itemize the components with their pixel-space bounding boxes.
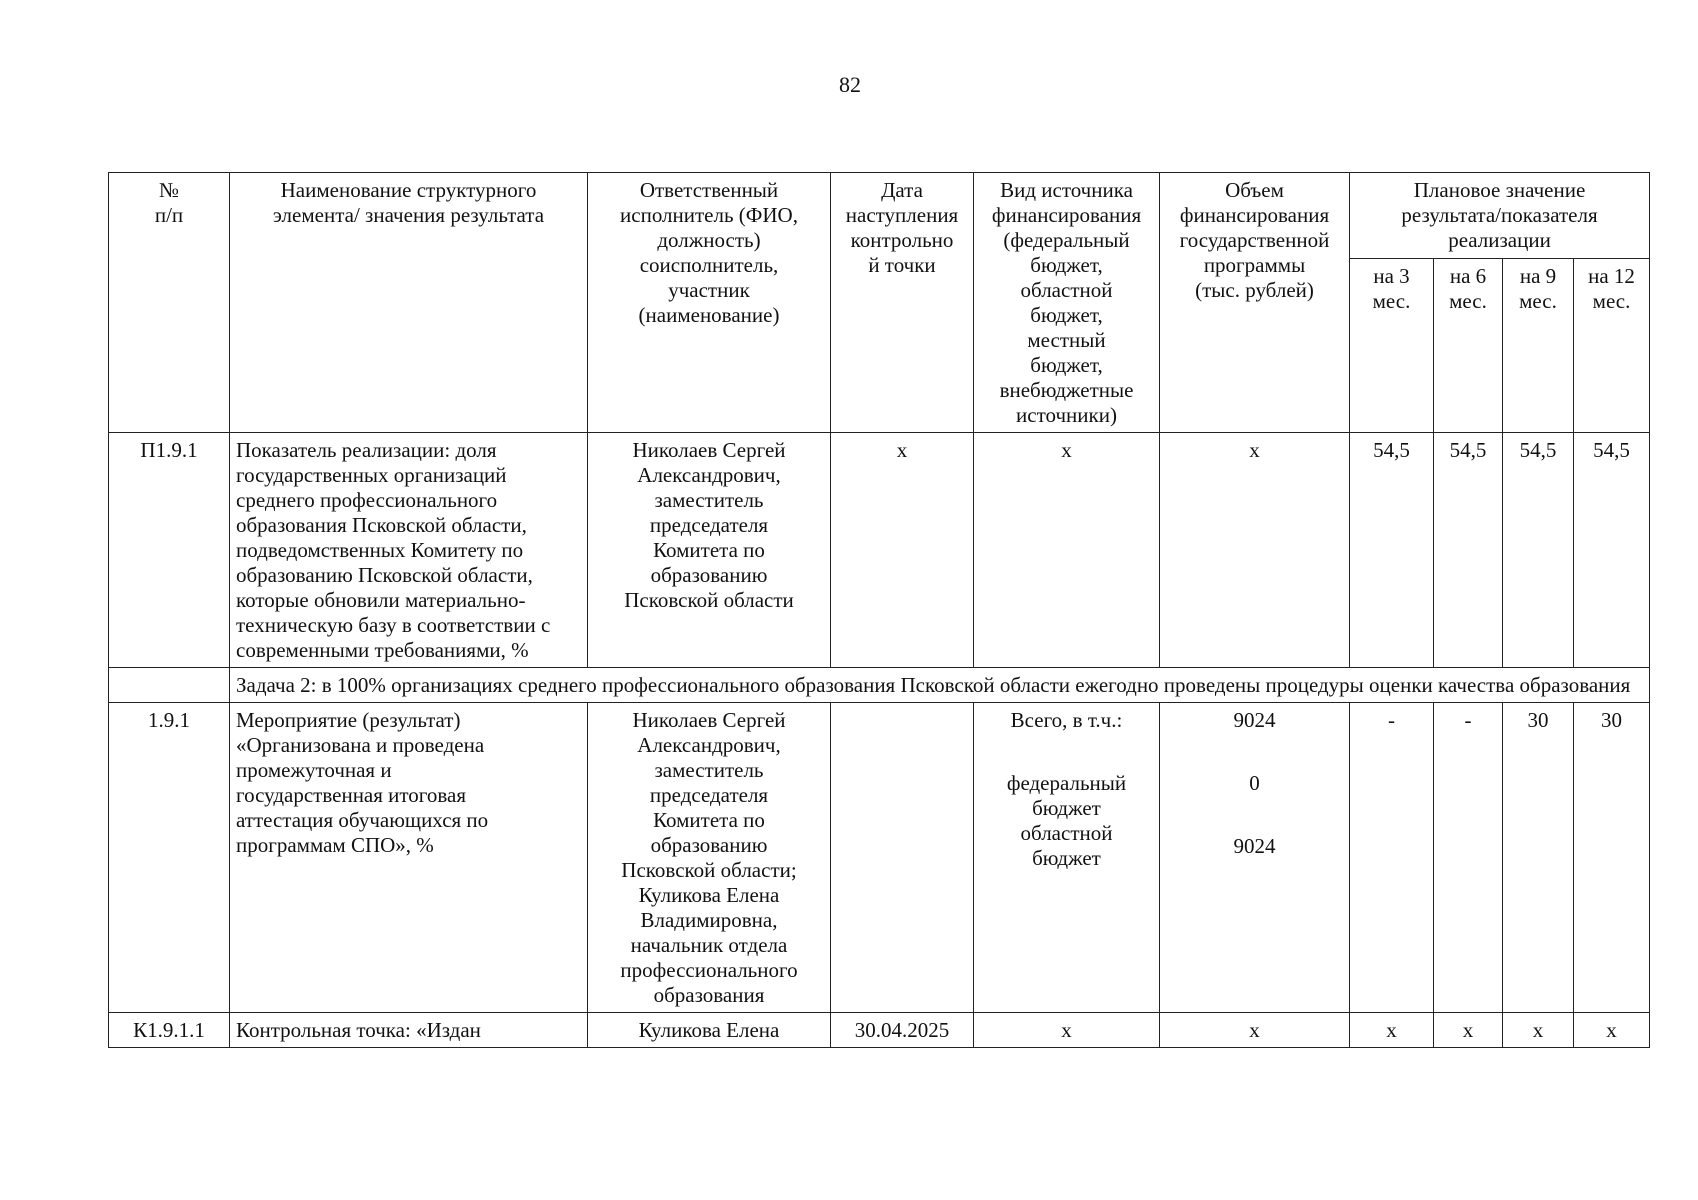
header-source: Вид источника финансирования (федеральный бюджет, областной бюджет, местный бюджет, внебюджетные источники)	[974, 173, 1160, 433]
row-num: П1.9.1	[109, 433, 230, 668]
row-responsible: Куликова Елена	[588, 1013, 831, 1048]
table-row-control-point	[109, 1013, 1650, 1048]
row-num: К1.9.1.1	[109, 1013, 230, 1048]
header-date: Дата наступления контрольно й точки	[831, 173, 974, 433]
row-m12: х	[1574, 1013, 1650, 1048]
row-source: х	[974, 1013, 1160, 1048]
row-m12: 54,5	[1574, 433, 1650, 668]
header-responsible: Ответственный исполнитель (ФИО, должность) соисполнитель, участник (наименование)	[588, 173, 831, 433]
table-row-indicator	[109, 433, 1650, 668]
header-volume: Объем финансирования государственной программы (тыс. рублей)	[1160, 173, 1350, 433]
row-date: х	[831, 433, 974, 668]
row-m9: 54,5	[1503, 433, 1574, 668]
row-date	[831, 703, 974, 1013]
row-name: Контрольная точка: «Издан	[230, 1013, 588, 1048]
row-m6: 54,5	[1434, 433, 1503, 668]
header-row	[109, 173, 1650, 259]
row-name: Показатель реализации: доля государственных организаций среднего профессионального образования Псковской области, подведомственных Комитету по образованию Псковской области, которые обновили материально-техническую базу в соответствии с современными требованиями, %	[230, 433, 588, 668]
row-m3: -	[1350, 703, 1434, 1013]
row-name: Мероприятие (результат) «Организована и проведена промежуточная и государственная итоговая аттестация обучающихся по программам СПО», %	[230, 703, 588, 1013]
table-row-task	[109, 668, 1650, 703]
row-responsible: Николаев Сергей Александрович, заместитель председателя Комитета по образованию Псковской области; Куликова Елена Владимировна, начальник отдела профессионального образования	[588, 703, 831, 1013]
header-month-12: на 12 мес.	[1574, 258, 1650, 432]
row-source: х	[974, 433, 1160, 668]
row-m9: 30	[1503, 703, 1574, 1013]
row-m6: х	[1434, 1013, 1503, 1048]
header-month-9: на 9 мес.	[1503, 258, 1574, 432]
row-source: Всего, в т.ч.: федеральный бюджет областной бюджет	[974, 703, 1160, 1013]
page-number: 82	[839, 72, 861, 97]
row-num: 1.9.1	[109, 703, 230, 1013]
program-plan-table	[108, 172, 1650, 1048]
row-volume: 9024 0 9024	[1160, 703, 1350, 1013]
row-volume: х	[1160, 1013, 1350, 1048]
row-m9: х	[1503, 1013, 1574, 1048]
row-m3: х	[1350, 1013, 1434, 1048]
row-m6: -	[1434, 703, 1503, 1013]
row-m12: 30	[1574, 703, 1650, 1013]
task-text: Задача 2: в 100% организациях среднего профессионального образования Псковской области ежегодно проведены процедуры оценки качества образования	[230, 668, 1650, 703]
row-responsible: Николаев Сергей Александрович, заместитель председателя Комитета по образованию Псковской области	[588, 433, 831, 668]
header-month-6: на 6 мес.	[1434, 258, 1503, 432]
header-num: № п/п	[109, 173, 230, 433]
row-m3: 54,5	[1350, 433, 1434, 668]
header-name: Наименование структурного элемента/ значения результата	[230, 173, 588, 433]
header-month-3: на 3 мес.	[1350, 258, 1434, 432]
table-row-measure	[109, 703, 1650, 1013]
row-date: 30.04.2025	[831, 1013, 974, 1048]
task-num-empty	[109, 668, 230, 703]
row-volume: х	[1160, 433, 1350, 668]
header-plan: Плановое значение результата/показателя реализации	[1350, 173, 1650, 259]
